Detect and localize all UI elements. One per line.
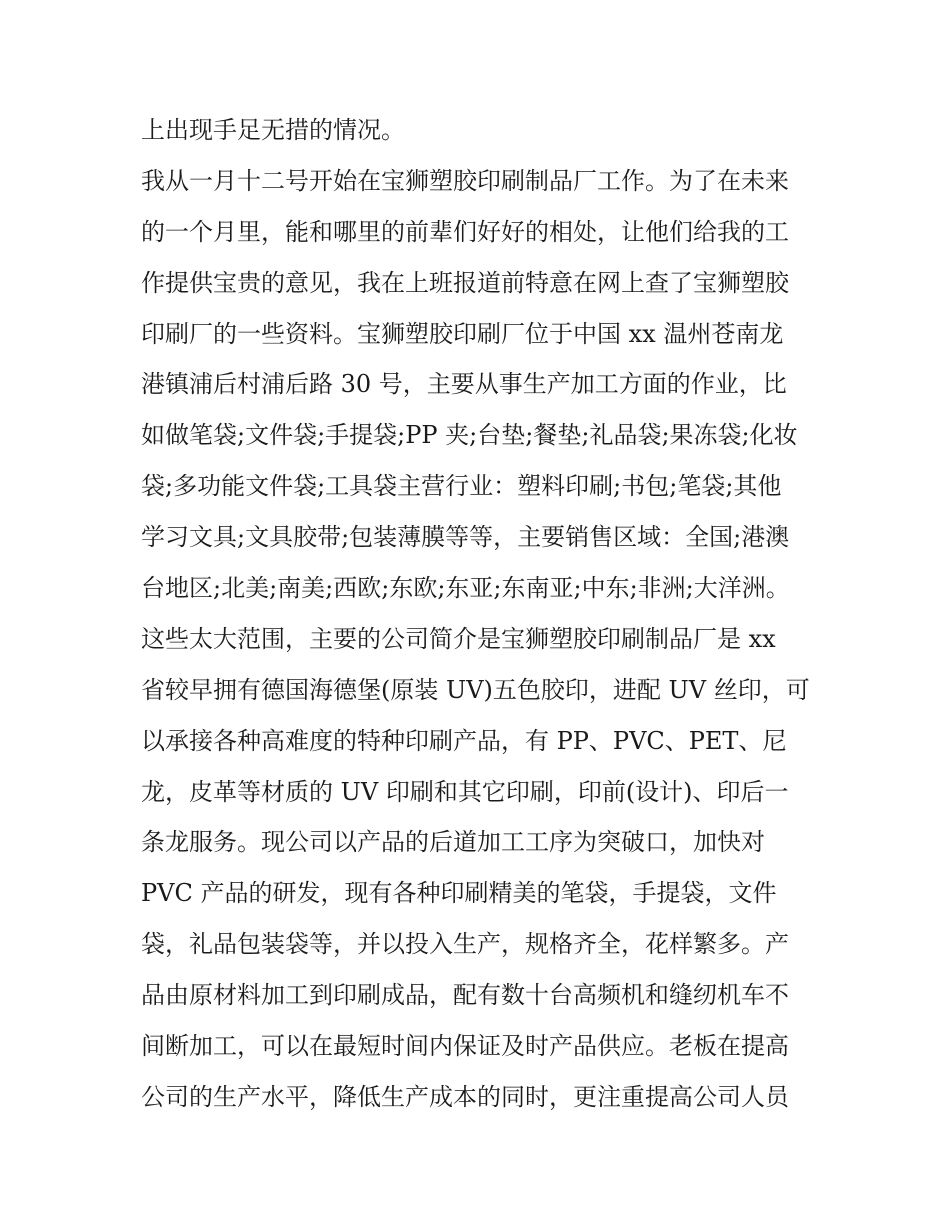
text-line: 袋，礼品包装袋等，并以投入生产，规格齐全，花样繁多。产 bbox=[141, 930, 789, 959]
text-line: 港镇浦后村浦后路 30 号，主要从事生产加工方面的作业，比 bbox=[141, 370, 787, 399]
text-line: 我从一月十二号开始在宝狮塑胶印刷制品厂工作。为了在未来 bbox=[141, 166, 789, 195]
text-line: 的一个月里，能和哪里的前辈们好好的相处，让他们给我的工 bbox=[141, 217, 789, 246]
text-line: 这些太大范围，主要的公司简介是宝狮塑胶印刷制品厂是 xx bbox=[141, 624, 776, 653]
text-line: 印刷厂的一些资料。宝狮塑胶印刷厂位于中国 xx 温州苍南龙 bbox=[141, 319, 784, 348]
text-line: 台地区;北美;南美;西欧;东欧;东亚;东南亚;中东;非洲;大洋洲。 bbox=[141, 574, 790, 603]
text-line: 龙，皮革等材质的 UV 印刷和其它印刷，印前(设计)、印后一 bbox=[141, 777, 789, 806]
text-line: 作提供宝贵的意见，我在上班报道前特意在网上查了宝狮塑胶 bbox=[141, 268, 789, 297]
text-line: 袋;多功能文件袋;工具袋主营行业：塑料印刷;书包;笔袋;其他 bbox=[141, 472, 782, 501]
body-text bbox=[141, 108, 821, 1126]
text-line: 品由原材料加工到印刷成品，配有数十台高频机和缝纫机车不 bbox=[141, 981, 789, 1010]
text-line: PVC 产品的研发，现有各种印刷精美的笔袋，手提袋，文件 bbox=[141, 879, 777, 908]
text-line: 上出现手足无措的情况。 bbox=[141, 116, 405, 144]
text-line: 公司的生产水平，降低生产成本的同时，更注重提高公司人员 bbox=[141, 1082, 789, 1111]
text-line: 如做笔袋;文件袋;手提袋;PP 夹;台垫;餐垫;礼品袋;果冻袋;化妆 bbox=[141, 421, 798, 450]
text-line: 以承接各种高难度的特种印刷产品，有 PP、PVC、PET、尼 bbox=[141, 726, 787, 755]
text-line: 学习文具;文具胶带;包装薄膜等等，主要销售区域：全国;港澳 bbox=[141, 523, 790, 552]
text-line: 间断加工，可以在最短时间内保证及时产品供应。老板在提高 bbox=[141, 1032, 789, 1061]
text-line: 省较早拥有德国海德堡(原装 UV)五色胶印，进配 UV 丝印，可 bbox=[141, 675, 810, 704]
text-line: 条龙服务。现公司以产品的后道加工工序为突破口，加快对 bbox=[141, 828, 765, 857]
